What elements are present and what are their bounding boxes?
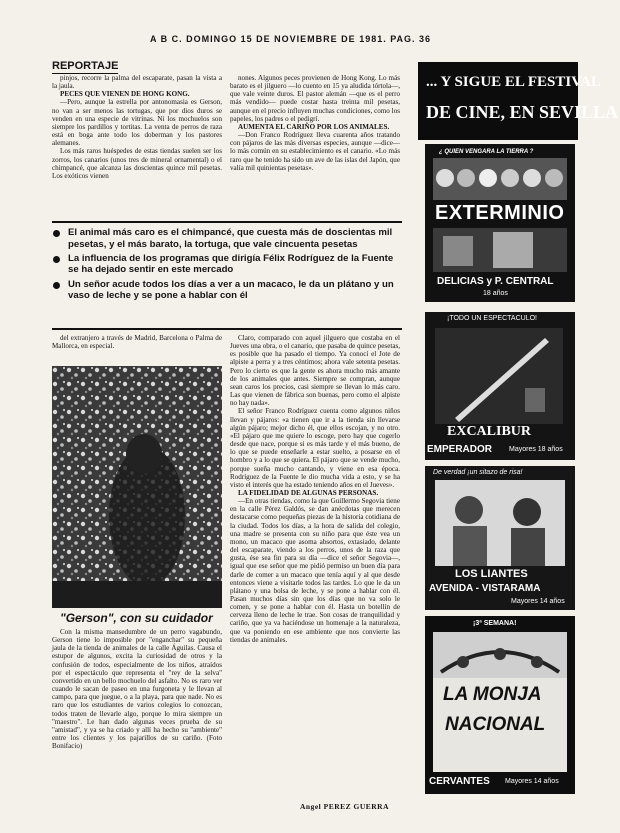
excalibur-sword-image bbox=[435, 328, 563, 424]
ad-exterminio bbox=[425, 144, 575, 302]
author-signature: Angel PEREZ GUERRA bbox=[300, 802, 390, 811]
monja-title-2: NACIONAL bbox=[445, 714, 546, 735]
excalibur-rating: Mayores 18 años bbox=[509, 446, 563, 453]
ad-festival bbox=[418, 62, 619, 140]
paragraph: Los más raros huéspedes de estas tiendas suelen ser los zorros, los canarios (unos tres de mineral ornamental) o el chimpancé, que alcanza las doscientas quince mil pesetas. Los exóticos vienen bbox=[52, 147, 222, 180]
ad-excalibur bbox=[425, 312, 575, 460]
monja-title-1: LA MONJA bbox=[443, 684, 542, 705]
festival-line-2: DE CINE, EN SEVILLA bbox=[426, 102, 619, 122]
subheading: LA FIDELIDAD DE ALGUNAS PERSONAS. bbox=[238, 488, 379, 497]
excalibur-tagline: ¡TODO UN ESPECTACULO! bbox=[447, 315, 537, 322]
article-column-2-top bbox=[230, 74, 400, 216]
exterminio-title: EXTERMINIO bbox=[435, 202, 565, 224]
bullet-text: Un señor acude todos los días a ver a un macaco, le da un plátano y un vaso de leche y se pone a hablar con él bbox=[68, 278, 394, 302]
liantes-title: LOS LIANTES bbox=[455, 568, 528, 580]
article-column-1-top bbox=[52, 74, 222, 216]
paragraph: pinjos, recorre la palma del escaparate, pasan la vista a la jaula. bbox=[52, 74, 222, 91]
excalibur-theatre: EMPERADOR bbox=[427, 444, 493, 455]
ad-la-monja-nacional bbox=[425, 616, 575, 794]
bullet-dot-icon bbox=[53, 282, 60, 289]
exterminio-faces-image bbox=[433, 158, 567, 200]
photo-image bbox=[52, 366, 222, 608]
bullet-text: El animal más caro es el chimpancé, que cuesta más de doscientas mil pesetas, y el más barato, la tortuga, que vale cincuenta pesetas bbox=[68, 227, 393, 250]
bullet-item bbox=[52, 253, 400, 276]
liantes-tagline: De verdad ¡un sitazo de risa! bbox=[433, 469, 523, 476]
liantes-theatre: AVENIDA - VISTARAMA bbox=[429, 583, 541, 594]
divider-bottom bbox=[52, 328, 402, 330]
paragraph: Con la misma mansedumbre de un perro vagabundo, Gerson tiene lo imposible por "enganchar" su pequeña jaula de la tienda de animales de la calle Águilas. Causa el estupor de algunos, excita la curiosidad de otros y la confusión de todos, especialmente de los niños, atraídos por el espectáculo que representa el "rey de la selva" convertido en un bello mochuelo del asfalto. No es raro ver cuando le sacan de paseo en una furgoneta y le llevan al campo, para que juegue, o a la playa, para que nade. No es raro que los estudiantes de varios colegios lo conozcan, todos traten de llevarle algo, porque lo mira siempre un "maestro". Le han dado algunas veces prueba de su "amistad", y ya se ha criado y allí ha hecho su "ambiente" entre los clientes y los pajarillos de su cariño. (Foto Bonifacio) bbox=[52, 628, 222, 751]
paragraph: nones. Algunos peces provienen de Hong Kong. Lo más barato es el jilguero —lo cuento en 15 ya aludida tórtola—, que vale veinte duros. El pastor alemán —que es el perro más vendido— puede costar hasta treinta mil pesetas, aunque en el precio influyen muchas condiciones, como los papeles, los padres o el pedigrí. bbox=[230, 74, 400, 123]
monja-tagline: ¡3ª SEMANA! bbox=[473, 620, 517, 627]
festival-line-1: ... Y SIGUE EL FESTIVAL bbox=[426, 74, 601, 90]
exterminio-tagline: ¿ QUIEN VENGARA LA TIERRA ? bbox=[439, 149, 534, 155]
monja-poster bbox=[433, 632, 567, 772]
bullet-dot-icon bbox=[53, 256, 60, 263]
paragraph: El señor Franco Rodríguez cuenta como algunos niños llevan y pájaros: «a tienen que ir a la tienda sin llevarse algún pájaro; mejor dicho él, que ellos escojan, y no otro. «El pájaro que me quiere lo escoge, pero hay que cogerlo desde que nace, porque si es más tarde y el más bueno, de lo que se puede enseñarle a estar suelto, a posarse en el hombro y a lo que se quiera. El pájaro que se vende mucho, porque sueña mucho cantando, y viene en esa época. Rodríguez de la Fuente le dio mucha vida a esto, y se ha visto el interés que ha estado teniendo años en el Jueves». bbox=[230, 407, 400, 489]
ad-los-liantes bbox=[425, 466, 575, 610]
paragraph: Claro, comparado con aquel jilguero que costaba en el Jueves una obra, o el canario, que pasaba de quince pesetas, es posible que ha pasado el tiempo. Ya conocí el Jote de alpiste a perra y a tres céntimos; ahora vale setenta pesetas. Pero lo cierto es que la gente es ahora mucho más amante de los animales que antes. Siempre se compran, aunque sean caros los precios, casi siempre se llevan lo más caro. Las que vienen de fábrica son buenas, pero como el alpiste no hay nada». bbox=[230, 334, 400, 408]
paragraph: —En otras tiendas, como la que Guillermo Segovia tiene en la calle Pérez Galdós, se dan anécdotas que merecen destacarse como pequeñas piezas de la historia cotidiana de la ciudad. Todos los días, a la hora de salida del colegio, una madre se presenta con su niño para que éste vea un mono, un macaco que asoma absortos, extasiado, delante del escaparate, viendo a los perros, unos de la raza que gusta, ése sea fin para su día —dice el señor Segovia—, igual que ese señor que me pidió permiso un buen día para darle de comer a un macaco que tenía aquí y al que desde entonces viene a visitarle todos las tardes. Lo que le da un plátano y una bolsa de leche, y se pone a hablar con él. Pasan muchos días sin que los días que no va solo le comen, y se pone a hablar con él. Hasta un botellín de cerveza lleno de leche le trae. Son cosas de tranquilidad y cariño, que ya va haciéndose un homenaje a la naturaleza, que va poniendo en ese ambiente que nos convierte las tiendas de animales. bbox=[230, 497, 400, 644]
section-title: REPORTAJE bbox=[52, 60, 119, 72]
article-column-1-mid bbox=[52, 334, 222, 362]
monja-figures-image bbox=[433, 632, 567, 678]
exterminio-theatres: DELICIAS y P. CENTRAL bbox=[437, 276, 554, 287]
bullet-text: La influencia de los programas que dirigía Félix Rodríguez de la Fuente se ha dejado sentir en este mercado bbox=[68, 252, 394, 276]
chimpanzee-photo bbox=[52, 366, 222, 608]
article-column-1-bottom bbox=[52, 628, 222, 798]
monja-theatre: CERVANTES bbox=[429, 776, 490, 787]
paragraph: del extranjero a través de Madrid, Barcelona o Palma de Mallorca, en especial. bbox=[52, 334, 222, 351]
exterminio-scene-image bbox=[433, 228, 567, 272]
divider-top bbox=[52, 221, 402, 223]
subheading: PECES QUE VIENEN DE HONG KONG. bbox=[60, 90, 190, 99]
liantes-cast-image bbox=[435, 480, 565, 566]
liantes-rating: Mayores 14 años bbox=[511, 598, 565, 605]
article-column-2-bottom bbox=[230, 334, 400, 798]
bullet-dot-icon bbox=[53, 230, 60, 237]
page-header: A B C. DOMINGO 15 DE NOVIEMBRE DE 1981. PAG. 36 bbox=[150, 34, 432, 44]
monja-rating: Mayores 14 años bbox=[505, 778, 559, 785]
paragraph: —Don Franco Rodríguez lleva cuarenta años tratando con pájaros de las más diversas especies, aunque —dice— lo más común en su establecimiento es el canario. «Lo más raro que he tenido ha sido un ave de las islas del Japón, que valía mil quinientas pesetas». bbox=[230, 131, 400, 172]
photo-caption: "Gerson", con su cuidador bbox=[60, 611, 213, 625]
bullet-item bbox=[52, 279, 400, 302]
excalibur-title: EXCALIBUR bbox=[447, 424, 532, 439]
exterminio-rating: 18 años bbox=[483, 290, 508, 297]
bullet-item bbox=[52, 227, 400, 250]
subheading: AUMENTA EL CARIÑO POR LOS ANIMALES. bbox=[238, 122, 390, 131]
paragraph: —Pero, aunque la estrella por antonomasia es Gerson, no van a ser menos las tortugas, que por dios duros se venden en una especie de vitrinas. Ni los mochuelos son siempre los pardillos y tortitas. La venta de perros de raza está en boga ante todo los doberman y los pastores alemanes. bbox=[52, 98, 222, 148]
highlight-bullets bbox=[52, 227, 400, 304]
